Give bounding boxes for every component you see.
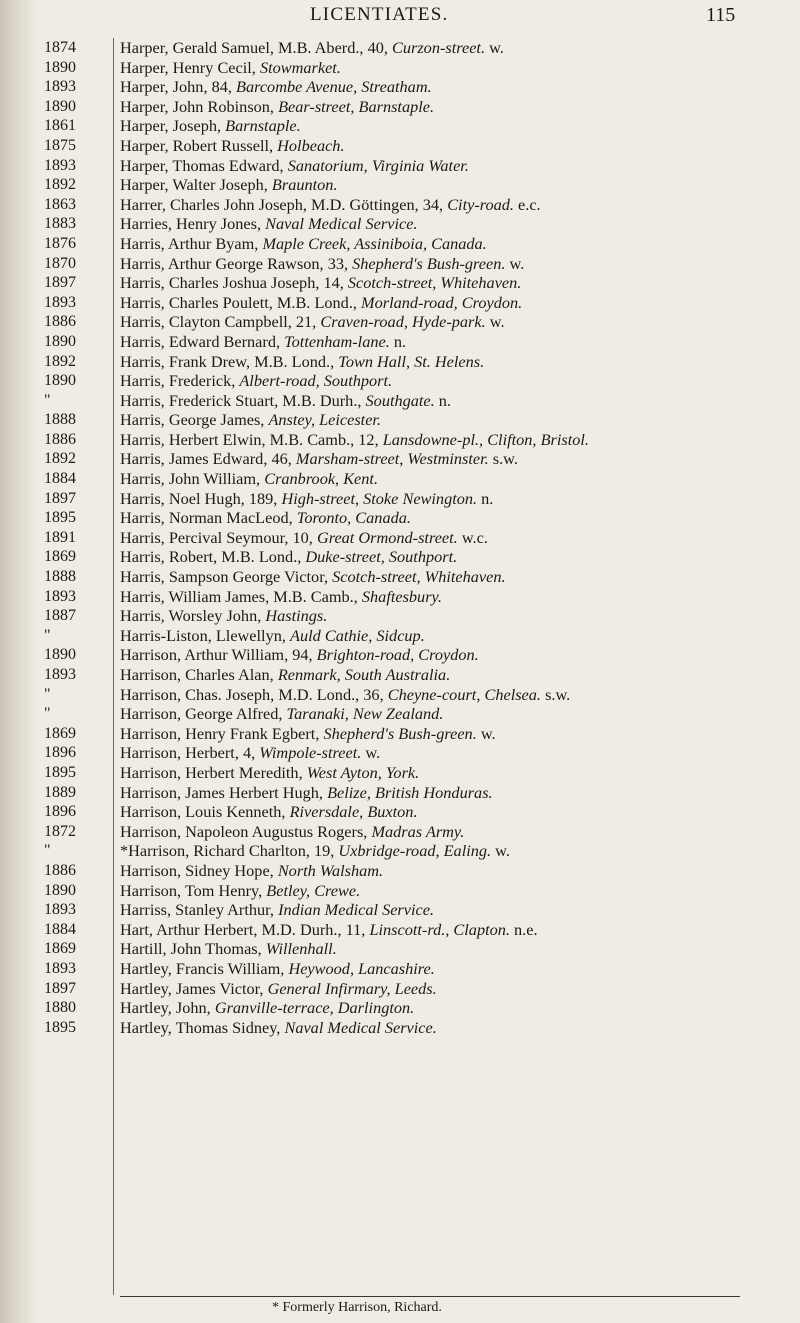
entry-year: 1890 <box>44 97 76 115</box>
entry-district: w. <box>485 312 505 332</box>
list-item <box>0 58 800 78</box>
list-item <box>0 743 800 763</box>
entry-address: Great Ormond-street. <box>316 527 458 547</box>
entry-address: Madras Army. <box>371 821 465 841</box>
entry-name: Harris, Edward Bernard, <box>120 331 285 351</box>
list-item <box>0 254 800 274</box>
entry-name: Harrison, Henry Frank Egbert, <box>120 723 324 743</box>
list-item <box>0 626 800 646</box>
entry-address: Holbeach. <box>277 135 345 155</box>
entry-address: General Infirmary, Leeds. <box>267 978 437 998</box>
list-item <box>0 116 800 136</box>
entry-address: Taranaki, New Zealand. <box>286 704 444 724</box>
entry-text <box>120 587 442 607</box>
list-item <box>0 77 800 97</box>
entry-address: High-street, Stoke Newington. <box>281 488 478 508</box>
list-item <box>0 273 800 293</box>
entry-name: Harris, James Edward, 46, <box>120 449 296 469</box>
entry-text <box>120 234 487 254</box>
entry-year: 1892 <box>44 352 76 370</box>
entry-name: Harper, Gerald Samuel, M.B. Aberd., 40, <box>120 38 392 57</box>
entry-year: " <box>44 391 51 409</box>
entry-name: Harper, Joseph, <box>120 116 226 136</box>
entry-district: w. <box>485 38 504 57</box>
entry-address: Belize, British Honduras. <box>327 782 493 802</box>
entry-address: Anstey, Leicester. <box>268 410 382 430</box>
entry-text <box>120 175 338 195</box>
entry-text <box>120 214 418 234</box>
list-item <box>0 763 800 783</box>
entry-name: Harper, Henry Cecil, <box>120 57 260 77</box>
licentiates-list <box>0 38 800 1037</box>
entry-address: Barcombe Avenue, Streatham. <box>236 77 432 97</box>
entry-text <box>120 273 521 293</box>
entry-text <box>120 979 437 999</box>
entry-name: Harrison, Arthur William, 94, <box>120 645 317 665</box>
entry-name: Harris, Norman MacLeod, <box>120 508 297 528</box>
entry-address: Shepherd's Bush-green. <box>352 253 506 273</box>
entry-district: w. <box>505 253 525 273</box>
entry-text <box>120 312 505 332</box>
entry-text <box>120 645 479 665</box>
list-item <box>0 136 800 156</box>
entry-year: 1893 <box>44 666 76 683</box>
entry-address: Bear-street, Barnstaple. <box>278 96 435 116</box>
list-item <box>0 783 800 803</box>
list-item <box>0 410 800 430</box>
list-item <box>0 332 800 352</box>
entry-text <box>120 489 493 509</box>
entry-text <box>120 998 414 1018</box>
entry-text <box>120 881 360 901</box>
entry-year: 1869 <box>44 724 76 742</box>
entry-year: 1890 <box>44 58 76 76</box>
entry-name: Harper, Thomas Edward, <box>120 155 288 175</box>
footnote-rule <box>120 1296 740 1297</box>
list-item <box>0 802 800 822</box>
entry-address: Scotch-street, Whitehaven. <box>332 567 506 587</box>
entry-year: 1870 <box>44 254 76 272</box>
entry-district: w. <box>361 743 381 763</box>
entry-address: Lansdowne-pl., Clifton, Bristol. <box>382 429 589 449</box>
entry-name: Hartley, Francis William, <box>120 958 289 978</box>
entry-name: Harris, Herbert Elwin, M.B. Camb., 12, <box>120 429 383 449</box>
list-item <box>0 528 800 548</box>
entry-address: Renmark, South Australia. <box>277 665 451 684</box>
entry-name: Hartley, John, <box>120 998 215 1018</box>
entry-address: Town Hall, St. Helens. <box>338 351 485 371</box>
entry-year: 1893 <box>44 293 76 311</box>
list-item <box>0 587 800 607</box>
entry-year: 1890 <box>44 646 76 664</box>
entry-year: 1890 <box>44 332 76 350</box>
entry-address: Tottenham-lane. <box>284 331 390 351</box>
entry-district: n. <box>434 390 451 410</box>
entry-text <box>120 332 406 352</box>
entry-text <box>120 430 589 450</box>
entry-name: Harris-Liston, Llewellyn, <box>120 625 291 645</box>
entry-year: 1893 <box>44 901 76 919</box>
entry-address: Duke-street, Southport. <box>305 547 458 567</box>
entry-district: w. <box>491 841 510 861</box>
entry-address: Willenhall. <box>265 939 337 959</box>
entry-year: " <box>44 705 51 723</box>
entry-name: Harris, Charles Joshua Joseph, 14, <box>120 273 348 293</box>
entry-address: Wimpole-street. <box>259 743 362 763</box>
entry-address: Naval Medical Service. <box>284 1017 437 1037</box>
entry-year: 1883 <box>44 215 76 233</box>
entry-name: Harris, Charles Poulett, M.B. Lond., <box>120 292 362 312</box>
entry-text <box>120 920 538 940</box>
entry-address: Albert-road, Southport. <box>239 371 393 391</box>
list-item <box>0 939 800 959</box>
entry-address: North Walsham. <box>277 860 384 880</box>
entry-year: 1897 <box>44 979 76 997</box>
entry-address: Sanatorium, Virginia Water. <box>287 155 469 175</box>
entry-year: " <box>44 842 51 860</box>
entry-address: Betley, Crewe. <box>266 880 361 900</box>
entry-address: Toronto, Canada. <box>296 508 411 528</box>
entry-year: 1892 <box>44 450 76 468</box>
list-item <box>0 900 800 920</box>
list-item <box>0 214 800 234</box>
entry-address: Granville-terrace, Darlington. <box>214 998 415 1018</box>
entry-address: Maple Creek, Assiniboia, Canada. <box>262 233 487 253</box>
entry-address: Marsham-street, Westminster. <box>295 449 489 469</box>
entry-text <box>120 959 435 979</box>
entry-address: Cranbrook, Kent. <box>264 469 379 489</box>
list-item <box>0 508 800 528</box>
entry-name: Harriss, Stanley Arthur, <box>120 900 279 920</box>
list-item <box>0 881 800 901</box>
entry-year: 1896 <box>44 744 76 762</box>
entry-address: Riversdale, Buxton. <box>289 802 418 822</box>
entry-name: *Harrison, Richard Charlton, 19, <box>120 841 339 861</box>
list-item <box>0 97 800 117</box>
entry-year: 1887 <box>44 607 76 625</box>
entry-address: City-road. <box>447 194 514 214</box>
list-item <box>0 234 800 254</box>
entry-text <box>120 38 504 58</box>
entry-name: Hartley, Thomas Sidney, <box>120 1017 285 1037</box>
entry-text <box>120 77 432 97</box>
entry-name: Harrer, Charles John Joseph, M.D. Göttingen, 34, <box>120 194 448 214</box>
entry-year: 1872 <box>44 822 76 840</box>
entry-text <box>120 567 506 587</box>
entry-address: Auld Cathie, Sidcup. <box>290 625 425 645</box>
entry-text <box>120 763 419 783</box>
entry-district: n. <box>389 331 407 351</box>
entry-name: Harper, Walter Joseph, <box>120 175 272 195</box>
list-item <box>0 293 800 313</box>
list-item <box>0 430 800 450</box>
entry-name: Harper, Robert Russell, <box>120 135 278 155</box>
entry-name: Harrison, George Alfred, <box>120 704 287 724</box>
entry-text <box>120 606 327 626</box>
entry-year: 1895 <box>44 509 76 527</box>
entry-name: Harris, William James, M.B. Camb., <box>120 586 362 606</box>
entry-year: 1890 <box>44 372 76 390</box>
entry-name: Harris, Frederick Stuart, M.B. Durh., <box>120 390 366 410</box>
entry-year: 1869 <box>44 940 76 958</box>
list-item <box>0 724 800 744</box>
entry-text <box>120 685 570 705</box>
list-item <box>0 606 800 626</box>
entry-year: 1863 <box>44 195 76 213</box>
entry-text <box>120 352 484 372</box>
list-item <box>0 841 800 861</box>
entry-year: 1886 <box>44 430 76 448</box>
entry-name: Harrison, Charles Alan, <box>120 665 278 684</box>
entry-year: 1861 <box>44 117 76 135</box>
entry-year: 1893 <box>44 156 76 174</box>
entry-text <box>120 900 434 920</box>
list-item <box>0 156 800 176</box>
entry-name: Harris, George James, <box>120 410 269 430</box>
entry-name: Harrison, Herbert Meredith, <box>120 762 307 782</box>
list-item <box>0 38 800 58</box>
entry-year: 1876 <box>44 234 76 252</box>
entry-address: Shaftesbury. <box>361 586 442 606</box>
entry-name: Hartill, John Thomas, <box>120 939 266 959</box>
entry-name: Harris, John William, <box>120 469 265 489</box>
entry-name: Hartley, James Victor, <box>120 978 268 998</box>
entry-name: Harrison, James Herbert Hugh, <box>120 782 328 802</box>
entry-name: Harris, Sampson George Victor, <box>120 567 333 587</box>
entry-text <box>120 547 457 567</box>
list-item <box>0 547 800 567</box>
entry-text <box>120 508 411 528</box>
entry-name: Harper, John Robinson, <box>120 96 279 116</box>
entry-year: " <box>44 685 51 703</box>
entry-name: Harris, Arthur George Rawson, 33, <box>120 253 353 273</box>
entry-year: 1895 <box>44 763 76 781</box>
entry-year: 1880 <box>44 999 76 1017</box>
entry-address: West Ayton, York. <box>306 762 420 782</box>
entry-name: Harrison, Sidney Hope, <box>120 860 278 880</box>
entry-text <box>120 371 392 391</box>
entry-year: 1892 <box>44 176 76 194</box>
entry-name: Harris, Clayton Campbell, 21, <box>120 312 321 332</box>
list-item <box>0 469 800 489</box>
entry-address: Barnstaple. <box>225 116 301 136</box>
entry-district: n.e. <box>509 919 538 939</box>
entry-text <box>120 293 522 313</box>
entry-name: Hart, Arthur Herbert, M.D. Durh., 11, <box>120 919 370 939</box>
entry-year: 1897 <box>44 489 76 507</box>
entry-name: Harris, Noel Hugh, 189, <box>120 488 282 508</box>
entry-year: 1886 <box>44 313 76 331</box>
entry-name: Harris, Worsley John, <box>120 606 266 626</box>
entry-year: " <box>44 626 51 644</box>
list-item <box>0 567 800 587</box>
entry-address: Braunton. <box>271 175 338 195</box>
entry-address: Indian Medical Service. <box>278 900 435 920</box>
entry-year: 1895 <box>44 1018 76 1036</box>
list-item <box>0 312 800 332</box>
entry-text <box>120 136 345 156</box>
entry-text <box>120 195 541 215</box>
list-item <box>0 352 800 372</box>
entry-text <box>120 410 381 430</box>
list-item <box>0 822 800 842</box>
entry-address: Craven-road, Hyde-park. <box>320 312 486 332</box>
entry-name: Harris, Frank Drew, M.B. Lond., <box>120 351 339 371</box>
entry-address: Cheyne-court, Chelsea. <box>387 684 541 704</box>
entry-text <box>120 743 380 763</box>
entry-name: Harris, Robert, M.B. Lond., <box>120 547 306 567</box>
entry-text <box>120 1018 437 1038</box>
entry-address: Stowmarket. <box>259 57 341 77</box>
list-item <box>0 959 800 979</box>
entry-text <box>120 861 383 881</box>
entry-text <box>120 626 425 646</box>
entry-address: Linscott-rd., Clapton. <box>369 919 510 939</box>
list-item <box>0 998 800 1018</box>
list-item <box>0 665 800 685</box>
list-item <box>0 1018 800 1038</box>
entry-year: 1893 <box>44 78 76 96</box>
list-item <box>0 175 800 195</box>
page-number: 115 <box>706 4 736 26</box>
list-item <box>0 645 800 665</box>
entry-name: Harris, Frederick, <box>120 371 240 391</box>
entry-text <box>120 254 524 274</box>
list-item <box>0 195 800 215</box>
entry-address: Curzon-street. <box>392 38 486 57</box>
entry-text <box>120 97 434 117</box>
entry-text <box>120 58 341 78</box>
list-item <box>0 861 800 881</box>
entry-text <box>120 724 496 744</box>
entry-address: Southgate. <box>365 390 435 410</box>
entry-district: s.w. <box>488 449 518 469</box>
entry-year: 1886 <box>44 861 76 879</box>
entry-year: 1891 <box>44 528 76 546</box>
entry-name: Harrison, Tom Henry, <box>120 880 267 900</box>
entry-address: Scotch-street, Whitehaven. <box>347 273 522 293</box>
entry-year: 1874 <box>44 39 76 56</box>
entry-text <box>120 704 443 724</box>
entry-address: Uxbridge-road, Ealing. <box>338 841 492 861</box>
list-item <box>0 685 800 705</box>
list-item <box>0 920 800 940</box>
entry-address: Naval Medical Service. <box>265 214 418 234</box>
list-item <box>0 489 800 509</box>
entry-text <box>120 156 469 176</box>
list-item <box>0 371 800 391</box>
entry-year: 1889 <box>44 783 76 801</box>
entry-year: 1896 <box>44 803 76 821</box>
entry-year: 1888 <box>44 568 76 586</box>
entry-year: 1893 <box>44 959 76 977</box>
entry-address: Brighton-road, Croydon. <box>316 645 479 665</box>
entry-text <box>120 469 378 489</box>
entry-text <box>120 939 337 959</box>
footnote: * Formerly Harrison, Richard. <box>272 1300 442 1315</box>
list-item <box>0 391 800 411</box>
entry-year: 1890 <box>44 881 76 899</box>
entry-year: 1888 <box>44 411 76 429</box>
entry-address: Shepherd's Bush-green. <box>323 723 477 743</box>
entry-year: 1869 <box>44 548 76 566</box>
running-header <box>0 4 800 34</box>
entry-text <box>120 116 301 136</box>
entry-address: Heywood, Lancashire. <box>288 958 435 978</box>
entry-name: Harrison, Napoleon Augustus Rogers, <box>120 821 372 841</box>
running-title: LICENTIATES. <box>310 4 449 25</box>
entry-year: 1893 <box>44 587 76 605</box>
entry-text <box>120 528 488 548</box>
entry-name: Harper, John, 84, <box>120 77 237 97</box>
entry-name: Harries, Henry Jones, <box>120 214 266 234</box>
list-item <box>0 704 800 724</box>
entry-district: s.w. <box>541 684 571 704</box>
entry-year: 1884 <box>44 470 76 488</box>
entry-district: e.c. <box>513 194 541 214</box>
entry-name: Harrison, Herbert, 4, <box>120 743 260 763</box>
entry-address: Hastings. <box>265 606 328 626</box>
entry-year: 1884 <box>44 920 76 938</box>
entry-year: 1875 <box>44 136 76 154</box>
entry-name: Harris, Percival Seymour, 10, <box>120 527 317 547</box>
entry-name: Harrison, Louis Kenneth, <box>120 802 290 822</box>
entry-text <box>120 391 451 411</box>
entry-name: Harris, Arthur Byam, <box>120 233 263 253</box>
entry-text <box>120 665 450 685</box>
entry-text <box>120 449 518 469</box>
entry-address: Morland-road, Croydon. <box>361 292 523 312</box>
entry-text <box>120 822 464 842</box>
entry-district: w.c. <box>457 527 488 547</box>
entry-year: 1897 <box>44 274 76 292</box>
list-item <box>0 979 800 999</box>
entry-text <box>120 841 510 861</box>
entry-district: n. <box>477 488 494 508</box>
entry-text <box>120 783 493 803</box>
list-item <box>0 449 800 469</box>
entry-district: w. <box>476 723 496 743</box>
entry-text <box>120 802 418 822</box>
entry-name: Harrison, Chas. Joseph, M.D. Lond., 36, <box>120 684 388 704</box>
